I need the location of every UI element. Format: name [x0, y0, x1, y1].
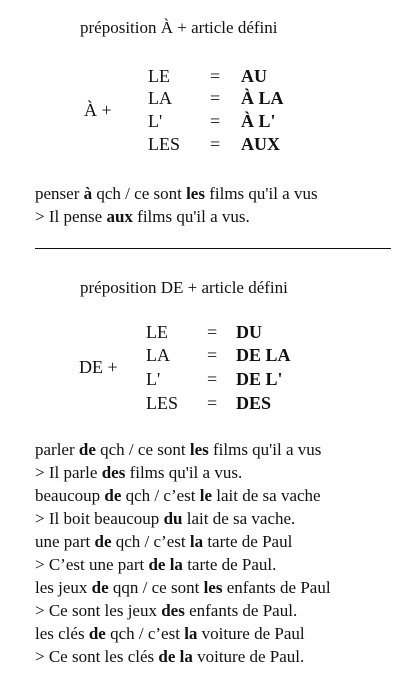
- example-text: penser: [35, 184, 84, 203]
- section-de-result-du: DU: [236, 322, 262, 342]
- section-de-result-des: DES: [236, 393, 272, 413]
- example-text: films qu'il a vus.: [125, 463, 243, 482]
- example-text: > Il boit beaucoup: [35, 509, 164, 528]
- example-bold-word: la: [189, 532, 204, 551]
- example-text: tarte de Paul.: [182, 555, 277, 574]
- section-a-article-les: LES: [148, 134, 181, 154]
- example-text: qch / c’est: [111, 532, 190, 551]
- example-line: [35, 556, 276, 573]
- example-line: [35, 602, 297, 619]
- example-bold-word: les: [186, 184, 205, 203]
- example-text: voiture de Paul: [197, 624, 305, 643]
- example-text: films qu'il a vus: [208, 440, 322, 459]
- section-a-equals-4: =: [210, 134, 221, 154]
- example-line: [35, 185, 318, 202]
- example-text: beaucoup: [35, 486, 105, 505]
- section-a-equals-3: =: [210, 111, 221, 131]
- example-bold-word: la: [184, 624, 198, 643]
- example-text: les clés: [35, 624, 89, 643]
- example-bold-word: de: [78, 440, 96, 459]
- section-de-equals-3: =: [207, 369, 218, 389]
- example-bold-word: les: [189, 440, 209, 459]
- example-text: lait de sa vache.: [182, 509, 296, 528]
- example-text: qch / ce sont: [92, 184, 187, 203]
- example-text: > Il pense: [35, 207, 107, 226]
- example-text: lait de sa vache: [212, 486, 321, 505]
- example-bold-word: de: [104, 486, 122, 505]
- example-text: films qu'il a vus: [204, 184, 318, 203]
- section-a-result-au: AU: [241, 66, 267, 86]
- example-line: [35, 208, 250, 225]
- example-bold-word: des: [161, 601, 185, 620]
- example-text: tarte de Paul: [203, 532, 293, 551]
- example-line: [35, 625, 305, 642]
- section-a-article-le: LE: [148, 66, 170, 86]
- section-a-result-a-l: À L': [241, 111, 276, 131]
- section-de-equals-4: =: [207, 393, 218, 413]
- example-line: [35, 487, 321, 504]
- example-text: qch / c’est: [105, 624, 185, 643]
- example-bold-word: à: [83, 184, 93, 203]
- example-text: qch / ce sont: [95, 440, 190, 459]
- example-text: > Il parle: [35, 463, 102, 482]
- section-a-title: préposition À + article défini: [80, 18, 278, 37]
- example-bold-word: de la: [158, 647, 193, 666]
- example-bold-word: aux: [106, 207, 133, 226]
- section-de-article-le: LE: [146, 322, 168, 342]
- example-text: > Ce sont les jeux: [35, 601, 162, 620]
- example-line: [35, 579, 331, 596]
- section-de-equals-2: =: [207, 345, 218, 365]
- example-line: [35, 533, 292, 550]
- example-text: voiture de Paul.: [192, 647, 305, 666]
- section-a-result-a-la: À LA: [241, 88, 284, 108]
- example-line: [35, 648, 304, 665]
- section-a-preposition: À +: [84, 100, 112, 120]
- example-text: films qu'il a vus.: [132, 207, 250, 226]
- example-bold-word: de: [88, 624, 106, 643]
- section-a-equals-2: =: [210, 88, 221, 108]
- example-bold-word: le: [199, 486, 213, 505]
- example-text: les jeux: [35, 578, 92, 597]
- section-de-article-l: L': [146, 369, 161, 389]
- section-a-equals-1: =: [210, 66, 221, 86]
- section-de-preposition: DE +: [79, 357, 118, 377]
- example-bold-word: de la: [148, 555, 183, 574]
- example-text: enfants de Paul: [222, 578, 331, 597]
- section-a-article-l: L': [148, 111, 163, 131]
- section-de-result-de-la: DE LA: [236, 345, 291, 365]
- section-a-result-aux: AUX: [241, 134, 280, 154]
- example-line: [35, 464, 242, 481]
- example-text: > C’est une part: [35, 555, 149, 574]
- section-de-article-la: LA: [146, 345, 170, 365]
- section-divider: [35, 248, 391, 249]
- example-text: qqn / ce sont: [108, 578, 204, 597]
- section-a-article-la: LA: [148, 88, 172, 108]
- example-text: qch / c’est: [121, 486, 200, 505]
- example-bold-word: du: [163, 509, 183, 528]
- example-line: [35, 441, 321, 458]
- section-de-equals-1: =: [207, 322, 218, 342]
- section-de-result-de-l: DE L': [236, 369, 283, 389]
- example-bold-word: les: [203, 578, 223, 597]
- example-bold-word: de: [91, 578, 109, 597]
- example-text: > Ce sont les clés: [35, 647, 159, 666]
- example-line: [35, 510, 295, 527]
- example-bold-word: des: [101, 463, 126, 482]
- example-bold-word: de: [94, 532, 112, 551]
- example-text: parler: [35, 440, 79, 459]
- example-text: une part: [35, 532, 95, 551]
- section-de-article-les: LES: [146, 393, 179, 413]
- example-text: enfants de Paul.: [184, 601, 298, 620]
- section-de-title: préposition DE + article défini: [80, 278, 288, 297]
